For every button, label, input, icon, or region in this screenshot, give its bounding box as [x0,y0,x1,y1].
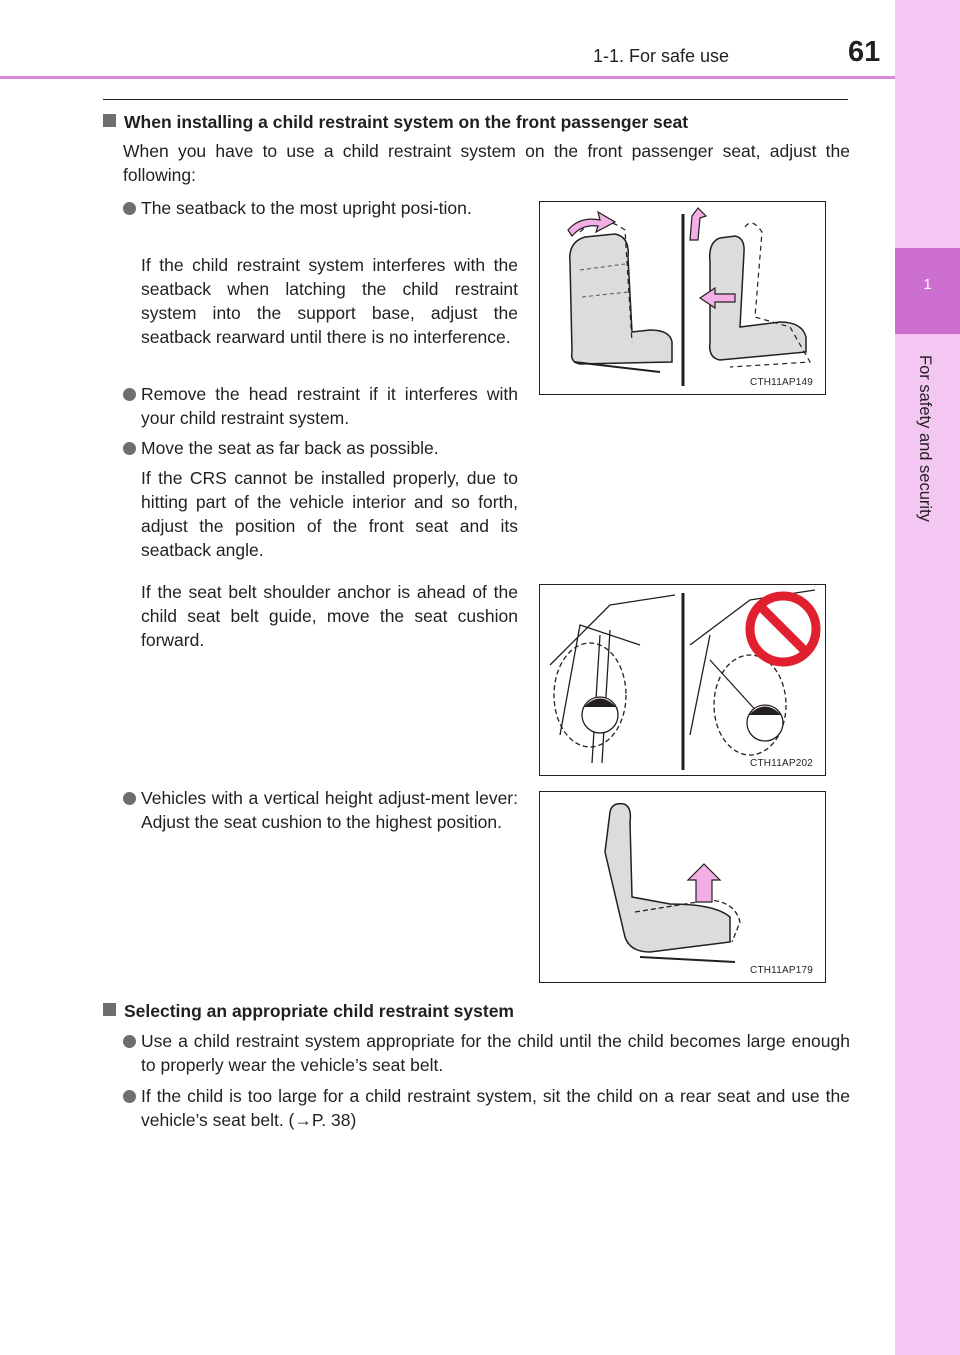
seat-height-illustration [540,792,825,982]
list-item [123,1029,850,1077]
list-item-text: The seatback to the most upright posi-tion. [141,198,472,218]
round-bullet-icon [123,442,136,455]
list-item-detail: If the child restraint system interferes with the seatback when latching the child restraint system into the support base, adjust the seatback rearward until there is no interference. [141,255,518,347]
round-bullet-icon [123,792,136,805]
chapter-number: 1 [923,276,932,293]
list-item-detail: If the seat belt shoulder anchor is ahead of the child seat belt guide, move the seat cushion forward. [141,582,518,650]
section-heading [103,1001,863,1022]
section-heading [103,112,863,133]
list-item-text: Use a child restraint system appropriate for the child until the child becomes large enough to properly wear the vehicle’s seat belt. [141,1031,850,1075]
list-item-text: If the child is too large for a child restraint system, sit the child on a rear seat and use the vehicle’s seat belt. (→P. 38) [141,1086,850,1130]
figure-label: CTH11AP202 [750,758,813,769]
figure-seatback [539,201,826,395]
figure-label: CTH11AP149 [750,377,813,388]
section-rule [103,99,848,100]
section-intro: When you have to use a child restraint system on the front passenger seat, adjust the following: [123,141,850,185]
arrow-up-icon [690,208,706,240]
header-divider [0,76,895,79]
figure-seat-height [539,791,826,983]
arrow-up-icon [688,864,720,902]
list-item [123,196,518,220]
prohibition-icon [750,596,816,662]
round-bullet-icon [123,202,136,215]
seat-illustration [540,202,825,394]
section-heading-text: When installing a child restraint system on the front passenger seat [124,112,689,132]
figure-seatbelt [539,584,826,776]
figure-label: CTH11AP179 [750,965,813,976]
list-item [123,1084,850,1132]
list-item-text: Vehicles with a vertical height adjust-ment lever: Adjust the seat cushion to the highest position. [141,788,518,832]
seatbelt-illustration [540,585,825,775]
chapter-title-wrap [895,355,960,715]
list-item [123,382,518,430]
square-bullet-icon [103,1003,116,1016]
page-number: 61 [848,36,881,68]
list-item [123,436,518,460]
list-item-text: Remove the head restraint if it interferes with your child restraint system. [141,384,518,428]
round-bullet-icon [123,388,136,401]
list-item-detail: If the CRS cannot be installed properly, due to hitting part of the vehicle interior and so forth, adjust the position of the front seat and its seatback angle. [141,468,518,560]
list-item [123,786,518,834]
round-bullet-icon [123,1090,136,1103]
section-title: 1-1. For safe use [593,46,730,66]
round-bullet-icon [123,1035,136,1048]
section-heading-text: Selecting an appropriate child restraint system [124,1001,514,1021]
chapter-title: For safety and security [916,355,934,522]
rotate-arrow-icon [568,212,615,236]
square-bullet-icon [103,114,116,127]
list-item-text: Move the seat as far back as possible. [141,438,439,458]
